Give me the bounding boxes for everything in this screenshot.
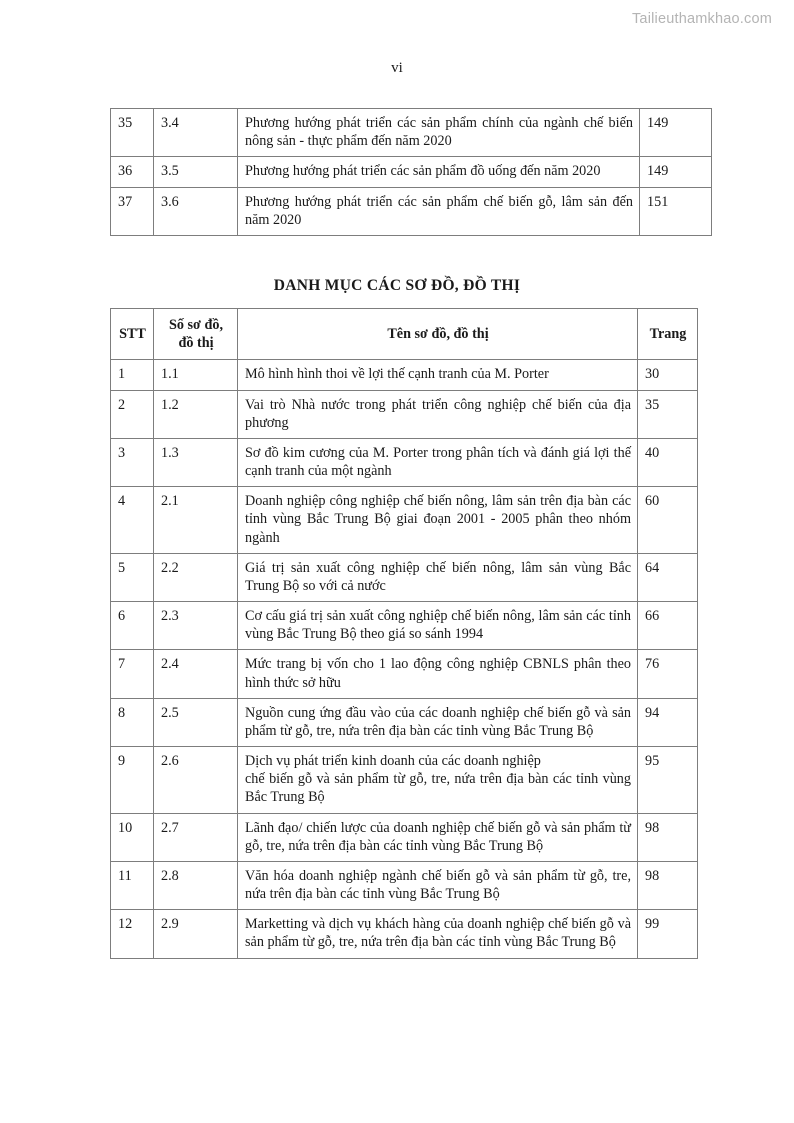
- cell-figure-name: Mức trang bị vốn cho 1 lao động công nghiệp CBNLS phân theo hình thức sở hữu: [238, 650, 638, 698]
- cell-page: 94: [638, 698, 698, 746]
- cell-page: 95: [638, 747, 698, 814]
- cell-figure-name: Cơ cấu giá trị sản xuất công nghiệp chế biến nông, lâm sản các tỉnh vùng Bắc Trung Bộ theo giá so sánh 1994: [238, 602, 638, 650]
- cell-stt: 7: [111, 650, 154, 698]
- table-continued-list: [110, 108, 712, 236]
- cell-figure-name: Văn hóa doanh nghiệp ngành chế biến gỗ và sản phẩm từ gỗ, tre, nứa trên địa bàn các tỉnh vùng Bắc Trung Bộ: [238, 861, 638, 909]
- cell-stt: 5: [111, 553, 154, 601]
- table-header: [111, 309, 698, 360]
- cell-figure-name: Phương hướng phát triển các sản phẩm chính của ngành chế biến nông sản - thực phẩm đến năm 2020: [238, 109, 640, 157]
- cell-page: 149: [640, 157, 712, 187]
- cell-figure-number: 3.4: [154, 109, 238, 157]
- cell-page: 151: [640, 187, 712, 235]
- cell-stt: 6: [111, 602, 154, 650]
- cell-stt: 36: [111, 157, 154, 187]
- cell-figure-number: 2.9: [154, 910, 238, 958]
- cell-figure-name: Marketting và dịch vụ khách hàng của doanh nghiệp chế biến gỗ và sản phẩm từ gỗ, tre, nứa trên địa bàn các tỉnh vùng Bắc Trung Bộ: [238, 910, 638, 958]
- cell-stt: 12: [111, 910, 154, 958]
- cell-figure-name-line2: chế biến gỗ và sản phẩm từ gỗ, tre, nứa trên địa bàn các tỉnh vùng Bắc Trung Bộ: [245, 771, 631, 806]
- cell-page: 30: [638, 360, 698, 390]
- cell-figure-number: 2.1: [154, 487, 238, 554]
- table-row: [111, 813, 698, 861]
- table-row: [111, 747, 698, 814]
- table-continued-body: [111, 109, 712, 236]
- header-page: Trang: [638, 309, 698, 360]
- cell-stt: 8: [111, 698, 154, 746]
- header-stt: STT: [111, 309, 154, 360]
- cell-figure-number: 2.7: [154, 813, 238, 861]
- table-header-row: [111, 309, 698, 360]
- table-row: [111, 109, 712, 157]
- table-diagram-list: [110, 308, 698, 959]
- cell-stt: 9: [111, 747, 154, 814]
- cell-figure-number: 1.3: [154, 438, 238, 486]
- cell-figure-name: Vai trò Nhà nước trong phát triển công nghiệp chế biến của địa phương: [238, 390, 638, 438]
- table-row: [111, 390, 698, 438]
- cell-page: 98: [638, 813, 698, 861]
- table-row: [111, 650, 698, 698]
- cell-figure-name: [238, 747, 638, 814]
- cell-figure-name: Phương hướng phát triển các sản phẩm chế biến gỗ, lâm sản đến năm 2020: [238, 187, 640, 235]
- cell-page: 40: [638, 438, 698, 486]
- page-number: vi: [391, 60, 403, 76]
- table-body: [111, 360, 698, 958]
- cell-figure-name: Lãnh đạo/ chiến lược của doanh nghiệp chế biến gỗ và sản phẩm từ gỗ, tre, nứa trên địa bàn các tỉnh vùng Bắc Trung Bộ: [238, 813, 638, 861]
- list-title: DANH MỤC CÁC SƠ ĐỒ, ĐỒ THỊ: [273, 277, 521, 294]
- cell-page: 149: [640, 109, 712, 157]
- table-row: [111, 861, 698, 909]
- table-row: [111, 602, 698, 650]
- header-figure-number-line1: Số sơ đồ,: [169, 317, 223, 333]
- cell-figure-name: Doanh nghiệp công nghiệp chế biến nông, lâm sản trên địa bàn các tỉnh vùng Bắc Trung Bộ giai đoạn 2001 - 2005 phân theo nhóm ngành: [238, 487, 638, 554]
- cell-figure-number: 3.6: [154, 187, 238, 235]
- table-row: [111, 157, 712, 187]
- cell-page: 98: [638, 861, 698, 909]
- cell-stt: 4: [111, 487, 154, 554]
- cell-figure-name: Phương hướng phát triển các sản phẩm đồ uống đến năm 2020: [238, 157, 640, 187]
- cell-stt: 3: [111, 438, 154, 486]
- table-row: [111, 487, 698, 554]
- cell-figure-number: 2.6: [154, 747, 238, 814]
- cell-page: 99: [638, 910, 698, 958]
- header-figure-name: Tên sơ đồ, đồ thị: [238, 309, 638, 360]
- cell-figure-name: Giá trị sản xuất công nghiệp chế biến nông, lâm sản vùng Bắc Trung Bộ so với cả nước: [238, 553, 638, 601]
- table-row: [111, 360, 698, 390]
- table-row: [111, 187, 712, 235]
- table-row: [111, 698, 698, 746]
- cell-page: 66: [638, 602, 698, 650]
- cell-stt: 2: [111, 390, 154, 438]
- cell-figure-number: 2.2: [154, 553, 238, 601]
- cell-figure-number: 2.5: [154, 698, 238, 746]
- cell-figure-number: 1.2: [154, 390, 238, 438]
- cell-figure-name: Nguồn cung ứng đầu vào của các doanh nghiệp chế biến gỗ và sản phẩm từ gỗ, tre, nứa trên địa bàn các tỉnh vùng Bắc Trung Bộ: [238, 698, 638, 746]
- cell-stt: 35: [111, 109, 154, 157]
- cell-stt: 11: [111, 861, 154, 909]
- cell-figure-number: 2.3: [154, 602, 238, 650]
- cell-page: 76: [638, 650, 698, 698]
- cell-figure-name: Mô hình hình thoi về lợi thế cạnh tranh của M. Porter: [238, 360, 638, 390]
- table-row: [111, 553, 698, 601]
- site-watermark: Tailieuthamkhao.com: [631, 11, 772, 27]
- cell-figure-number: 3.5: [154, 157, 238, 187]
- cell-figure-number: 2.4: [154, 650, 238, 698]
- header-figure-number: [154, 309, 238, 360]
- table-row: [111, 910, 698, 958]
- cell-figure-name-line1: Dịch vụ phát triển kinh doanh của các doanh nghiệp: [245, 753, 541, 770]
- table-row: [111, 438, 698, 486]
- cell-figure-name: Sơ đồ kim cương của M. Porter trong phân tích và đánh giá lợi thế cạnh tranh của một ngành: [238, 438, 638, 486]
- cell-page: 35: [638, 390, 698, 438]
- cell-stt: 1: [111, 360, 154, 390]
- cell-stt: 10: [111, 813, 154, 861]
- cell-page: 60: [638, 487, 698, 554]
- cell-stt: 37: [111, 187, 154, 235]
- cell-page: 64: [638, 553, 698, 601]
- cell-figure-number: 2.8: [154, 861, 238, 909]
- cell-figure-number: 1.1: [154, 360, 238, 390]
- header-figure-number-line2: đồ thị: [178, 335, 214, 352]
